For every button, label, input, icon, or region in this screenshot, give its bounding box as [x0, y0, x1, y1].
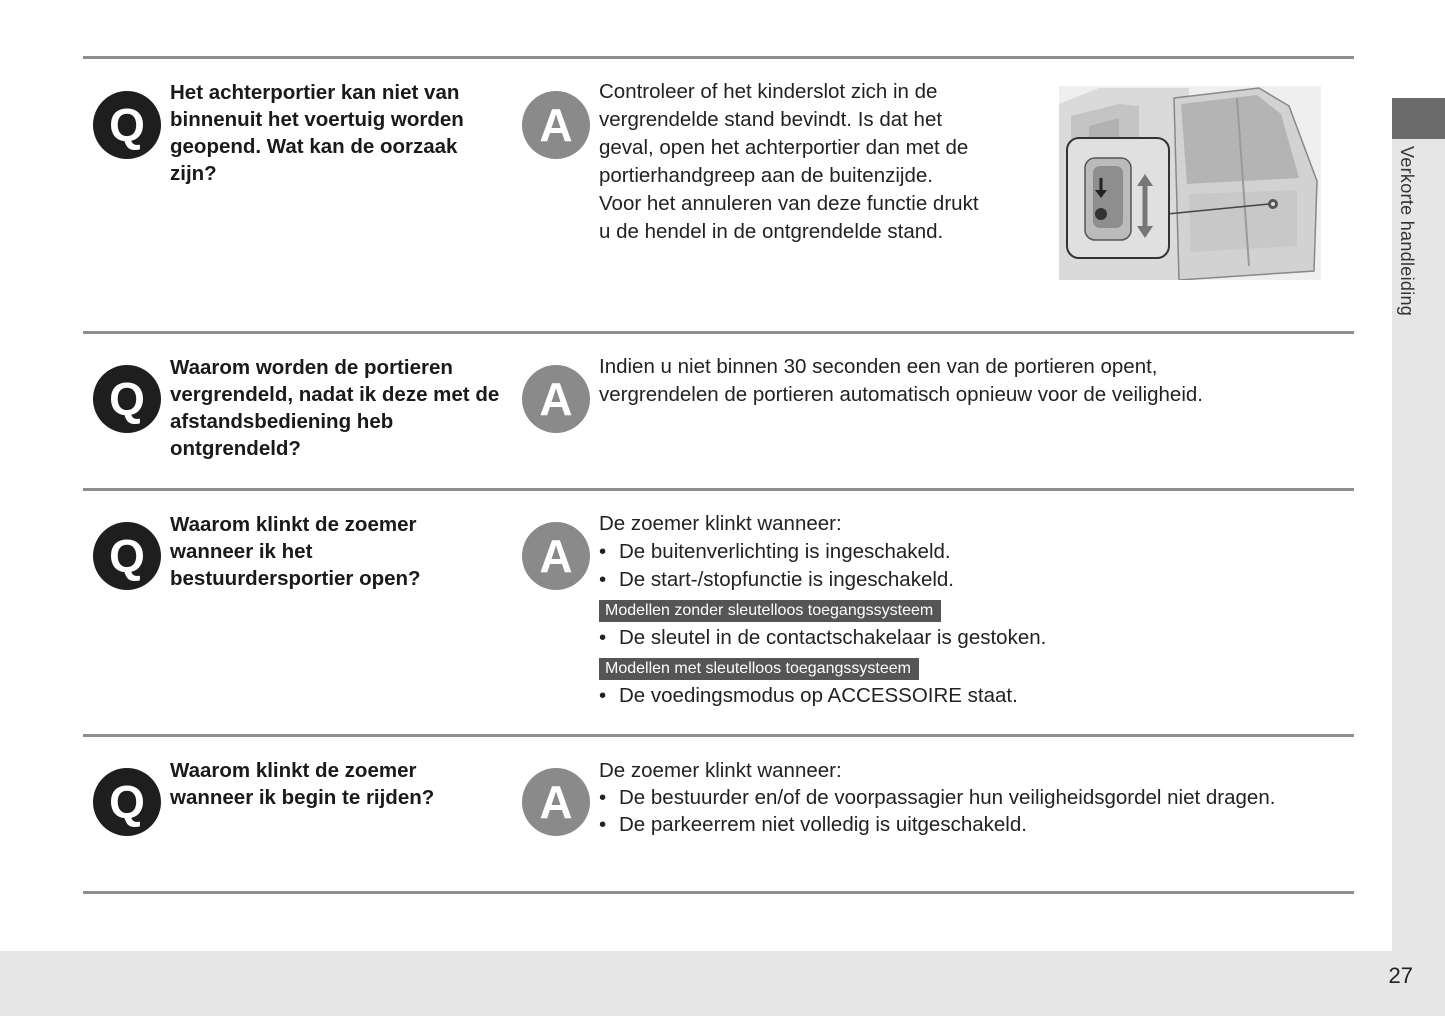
- list-item: • De voedingsmodus op ACCESSOIRE staat.: [599, 682, 1339, 710]
- answer-line: Indien u niet binnen 30 seconden een van de portieren opent,: [599, 355, 1158, 378]
- child-lock-illustration: [1059, 86, 1321, 280]
- question-badge: Q: [93, 365, 161, 433]
- question-text: Waarom worden de portieren vergrendeld, nadat ik deze met de afstandsbediening heb ontgrendeld?: [170, 356, 500, 460]
- answer-line: u de hendel in de ontgrendelde stand.: [599, 220, 944, 243]
- answer-badge: A: [522, 768, 590, 836]
- answer-line: Voor het annuleren van deze functie drukt: [599, 192, 979, 215]
- question-badge: Q: [93, 91, 161, 159]
- answer-intro: De zoemer klinkt wanneer:: [599, 512, 842, 535]
- answer-text: [599, 353, 1339, 409]
- section-tab: [1392, 98, 1445, 139]
- answer-badge: A: [522, 365, 590, 433]
- answer-line: vergrendelen de portieren automatisch opnieuw voor de veiligheid.: [599, 383, 1203, 406]
- divider: [83, 331, 1354, 334]
- section-label: Verkorte handleiding: [1397, 146, 1417, 317]
- answer-line: Controleer of het kinderslot zich in de: [599, 80, 938, 103]
- answer-line: portierhandgreep aan de buitenzijde.: [599, 164, 933, 187]
- answer-text: [599, 757, 1289, 838]
- model-variant-label: Modellen zonder sleutelloos toegangssysteem: [599, 600, 941, 622]
- list-item: • De start-/stopfunctie is ingeschakeld.: [599, 566, 1339, 594]
- divider: [83, 891, 1354, 894]
- list-item: • De bestuurder en/of de voorpassagier hun veiligheidsgordel niet dragen.: [599, 784, 1289, 811]
- question-badge: Q: [93, 522, 161, 590]
- divider: [83, 56, 1354, 59]
- question-badge: Q: [93, 768, 161, 836]
- answer-list: [599, 624, 1339, 652]
- page-number: 27: [1388, 963, 1413, 988]
- question-text: Het achterportier kan niet van binnenuit het voertuig worden geopend. Wat kan de oorzaak zijn?: [170, 81, 464, 185]
- list-item: • De buitenverlichting is ingeschakeld.: [599, 538, 1339, 566]
- divider: [83, 734, 1354, 737]
- model-variant-label: Modellen met sleutelloos toegangssysteem: [599, 658, 919, 680]
- answer-intro: De zoemer klinkt wanneer:: [599, 759, 842, 782]
- divider: [83, 488, 1354, 491]
- page-footer: [0, 951, 1445, 1016]
- list-item: • De parkeerrem niet volledig is uitgeschakeld.: [599, 811, 1289, 838]
- answer-list: [599, 538, 1339, 594]
- list-item: • De sleutel in de contactschakelaar is gestoken.: [599, 624, 1339, 652]
- answer-list: [599, 682, 1339, 710]
- answer-badge: A: [522, 522, 590, 590]
- question-text: Waarom klinkt de zoemer wanneer ik begin te rijden?: [170, 759, 435, 809]
- answer-list: [599, 784, 1289, 838]
- answer-badge: A: [522, 91, 590, 159]
- answer-text: [599, 78, 979, 246]
- question-text: Waarom klinkt de zoemer wanneer ik het bestuurdersportier open?: [170, 513, 421, 590]
- answer-line: vergrendelde stand bevindt. Is dat het: [599, 108, 943, 131]
- answer-text: [599, 510, 1339, 710]
- answer-line: geval, open het achterportier dan met de: [599, 136, 969, 159]
